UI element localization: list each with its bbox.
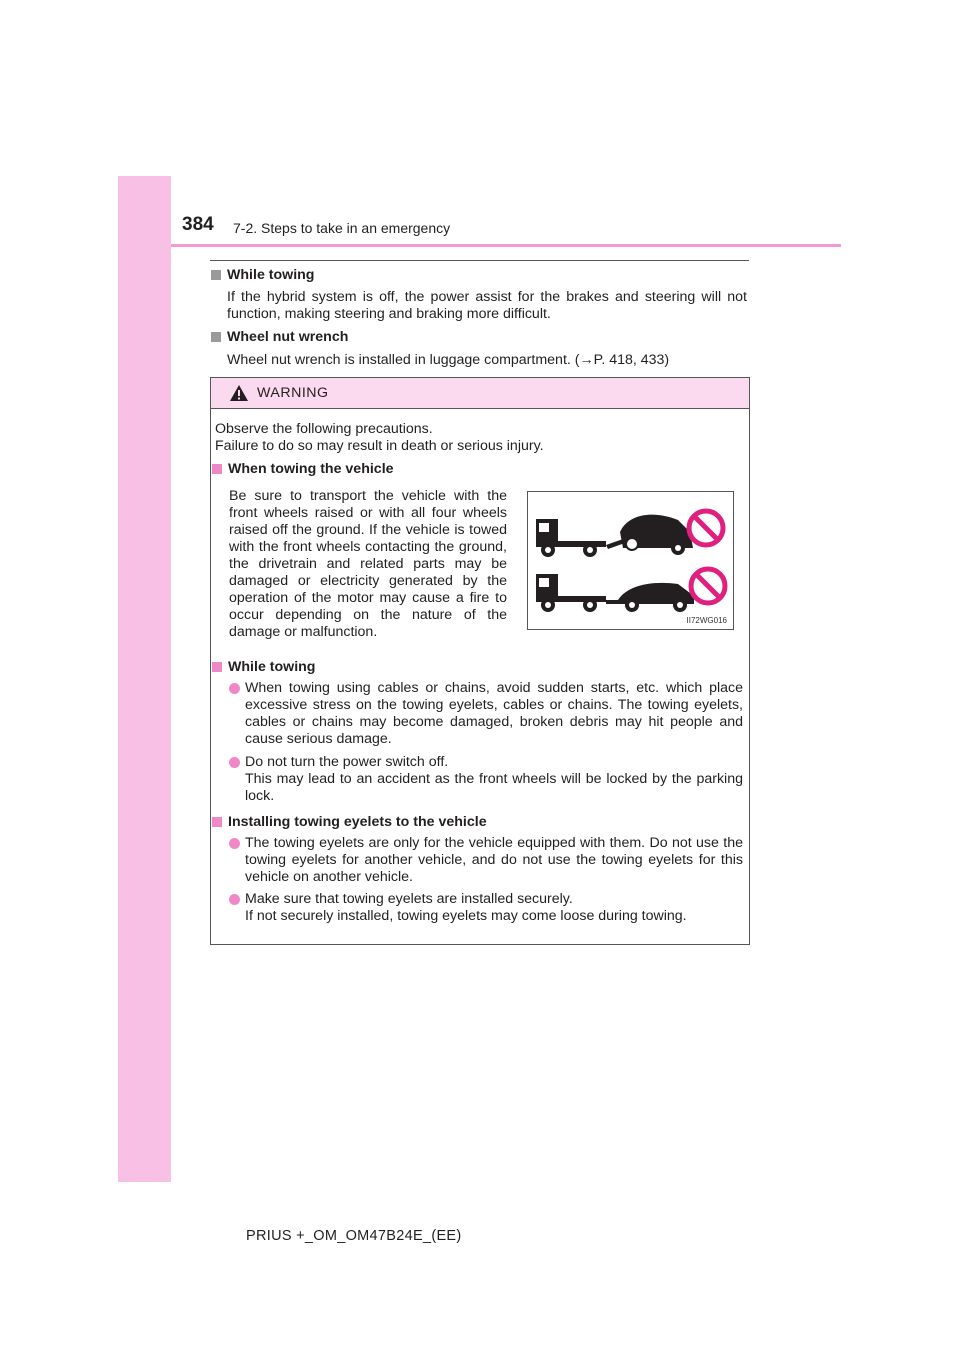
warning-intro-1: Observe the following precautions. (215, 421, 433, 437)
warning-intro-2: Failure to do so may result in death or serious injury. (215, 438, 544, 454)
chapter-sidebar-tab (118, 176, 171, 1182)
warning-bullet: The towing eyelets are only for the vehicle equipped with them. Do not use the towing eyelets for another vehicle, and do not use the towing eyelets for this vehicle on another vehicle. (229, 835, 743, 886)
warning-heading-when-towing: When towing the vehicle (212, 461, 394, 477)
content-divider (210, 260, 749, 261)
page-number: 384 (182, 214, 214, 235)
note-text-while-towing: If the hybrid system is off, the power assist for the brakes and steering will not function, making steering and braking more difficult. (227, 289, 747, 322)
warning-heading-while-towing: While towing (212, 659, 315, 675)
bullet-dot-icon (229, 838, 240, 849)
square-bullet-icon (212, 464, 222, 474)
section-title: 7-2. Steps to take in an emergency (233, 220, 451, 236)
warning-bullet: Do not turn the power switch off. This may lead to an accident as the front wheels will be locked by the parking lock. (229, 754, 743, 805)
warning-label: WARNING (257, 385, 329, 401)
towing-illustration (527, 491, 734, 630)
warning-bullet: When towing using cables or chains, avoid sudden starts, etc. which place excessive stress on the towing eyelets, cables or chains. The towing eyelets, cables or chains may become damaged, broken debris may hit people and cause serious damage. (229, 680, 743, 748)
bullet-dot-icon (229, 894, 240, 905)
note-text-wheel-nut-wrench: Wheel nut wrench is installed in luggage compartment. (→P. 418, 433) (227, 352, 670, 368)
flatbed-towing-illustration (528, 492, 733, 629)
bullet-dot-icon (229, 683, 240, 694)
warning-text-when-towing: Be sure to transport the vehicle with the front wheels raised or with all four wheels raised off the ground. If the vehicle is towed with the front wheels contacting the ground, the drivetrain and related parts may be damaged or electricity generated by the operation of the motor may cause a fire to occur depending on the nature of the damage or malfunction. (229, 488, 507, 640)
bullet-dot-icon (229, 757, 240, 768)
warning-box (210, 377, 750, 945)
warning-header (211, 378, 749, 409)
square-bullet-icon (212, 817, 222, 827)
square-bullet-icon (211, 270, 221, 280)
warning-bullet: Make sure that towing eyelets are installed securely. If not securely installed, towing eyelets may come loose during towing. (229, 891, 743, 925)
square-bullet-icon (212, 662, 222, 672)
note-heading-while-towing: While towing (211, 267, 314, 283)
warning-triangle-icon (229, 384, 249, 402)
note-heading-wheel-nut-wrench: Wheel nut wrench (211, 329, 348, 345)
warning-heading-installing-eyelets: Installing towing eyelets to the vehicle (212, 814, 487, 830)
square-bullet-icon (211, 332, 221, 342)
document-id-footer: PRIUS +_OM_OM47B24E_(EE) (246, 1228, 462, 1244)
illustration-code: II72WG016 (686, 616, 727, 625)
header-rule (171, 244, 841, 247)
